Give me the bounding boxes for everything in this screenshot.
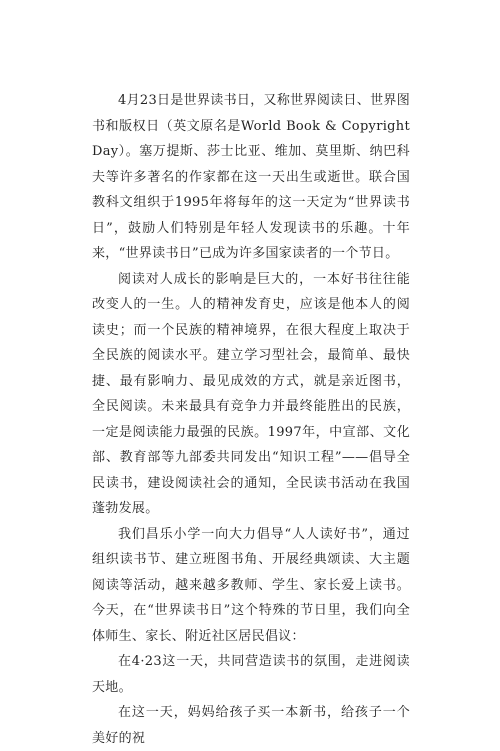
document-body [92, 88, 410, 751]
paragraph-4: 在4·23这一天，共同营造读书的氛围，走进阅读天地。 [92, 654, 410, 695]
paragraph-2: 阅读对人成长的影响是巨大的，一本好书往往能改变人的一生。人的精神发育史，应该是他本人的阅读史；而一个民族的精神境界，在很大程度上取决于全民族的阅读水平。建立学习型社会，最简单、最快捷、最有影响力、最见成效的方式，就是亲近图书，全民阅读。未来最具有竞争力并最终能胜出的民族，一定是阅读能力最强的民族。1997年，中宣部、文化部、教育部等九部委共同发出“知识工程”——倡导全民读书，建设阅读社会的通知，全民读书活动在我国蓬勃发展。 [92, 271, 410, 516]
paragraph-1: 4月23日是世界读书日，又称世界阅读日、世界图书和版权日（英文原名是World Book & Copyright Day）。塞万提斯、莎士比亚、维加、莫里斯、纳巴科夫等许多著名的作家都在这一天出生或逝世。联合国教科文组织于1995年将每年的这一天定为“世界读书日”，鼓励人们特别是年轻人发现读书的乐趣。十年来，“世界读书日”已成为许多国家读者的一个节日。 [92, 93, 410, 261]
paragraph-3: 我们昌乐小学一向大力倡导“人人读好书”，通过组织读书节、建立班图书角、开展经典颂读、大主题阅读等活动，越来越多教师、学生、家长爱上读书。今天，在“世界读书日”这个特殊的节日里，我们向全体师生、家长、附近社区居民倡议： [92, 526, 410, 644]
paragraph-5: 在这一天，妈妈给孩子买一本新书，给孩子一个美好的祝 [92, 705, 410, 746]
